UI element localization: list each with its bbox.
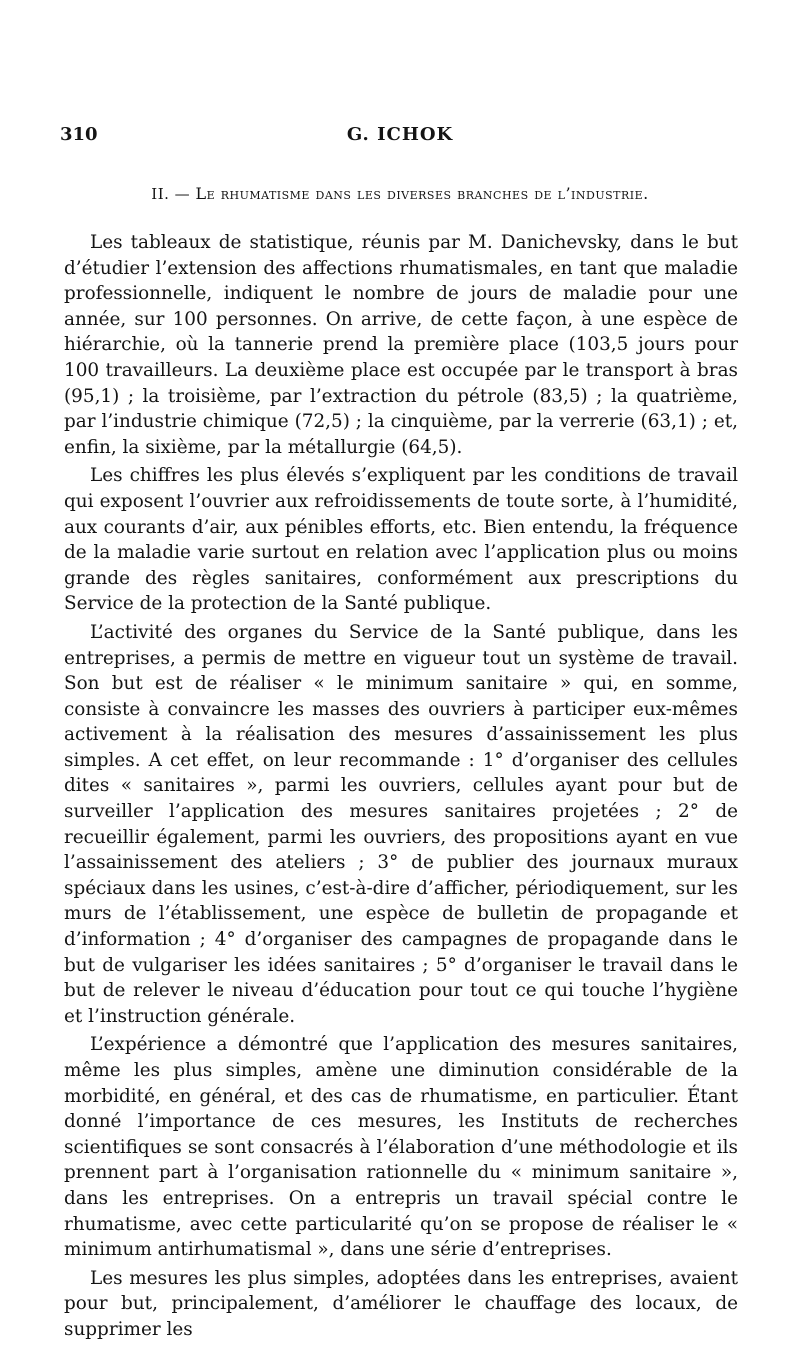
paragraph: Les chiffres les plus élevés s’expliquent par les conditions de travail qui exposent l’ouvrier aux refroidissements de toute sorte, à l’humidité, aux courants d’air, aux pénibles efforts, etc. Bien entendu, la fréquence de la maladie varie surtout en relation avec l’application plus ou moins grande des règles sanitaires, conformément aux prescriptions du Service de la protection de la Santé publique.	[64, 465, 738, 615]
section-number: II. —	[151, 185, 191, 203]
paragraph: L’expérience a démontré que l’application des mesures sanitaires, même les plus simples, amène une diminution considérable de la morbidité, en général, et des cas de rhumatisme, en particulier. Étant donné l’importance de ces mesures, les Instituts de recherches scientifiques se sont consacrés à l’élaboration d’une méthodologie et ils prennent part à l’organisation rationnelle du « minimum sanitaire », dans les entreprises. On a entrepris un travail spécial contre le rhumatisme, avec cette particularité qu’on se propose de réaliser le « minimum antirhumatismal », dans une série d’entreprises.	[64, 1034, 738, 1261]
section-heading	[60, 184, 740, 203]
body-text	[64, 230, 738, 1346]
running-header	[60, 124, 740, 154]
paragraph: Les mesures les plus simples, adoptées dans les entreprises, avaient pour but, principalement, d’améliorer le chauffage des locaux, de supprimer les	[64, 1267, 738, 1340]
running-title: G. ICHOK	[346, 124, 454, 145]
section-title: Le rhumatisme dans les diverses branches de l’industrie.	[195, 184, 649, 203]
page-number: 310	[60, 124, 98, 145]
paragraph: Les tableaux de statistique, réunis par M. Danichevsky, dans le but d’étudier l’extension des affections rhumatismales, en tant que maladie professionnelle, indiquent le nombre de jours de maladie pour une année, sur 100 personnes. On arrive, de cette façon, à une espèce de hiérarchie, où la tannerie prend la première place (103,5 jours pour 100 travailleurs. La deuxième place est occupée par le transport à bras (95,1) ; la troisième, par l’extraction du pétrole (83,5) ; la quatrième, par l’industrie chimique (72,5) ; la cinquième, par la verrerie (63,1) ; et, enfin, la sixième, par la métallurgie (64,5).	[64, 232, 738, 458]
paragraph: L’activité des organes du Service de la Santé publique, dans les entreprises, a permis de mettre en vigueur tout un système de travail. Son but est de réaliser « le minimum sanitaire » qui, en somme, consiste à convaincre les masses des ouvriers à participer eux-mêmes activement à la réalisation des mesures d’assainissement les plus simples. A cet effet, on leur recommande : 1° d’organiser des cellules dites « sanitaires », parmi les ouvriers, cellules ayant pour but de surveiller l’application des mesures sanitaires projetées ; 2° de recueillir également, parmi les ouvriers, des propositions ayant en vue l’assainissement des ateliers ; 3° de publier des journaux muraux spéciaux dans les usines, c’est-à-dire d’afficher, périodiquement, sur les murs de l’établissement, une espèce de bulletin de propagande et d’information ; 4° d’organiser des campagnes de propagande dans le but de vulgariser les idées sanitaires ; 5° d’organiser le travail dans le but de relever le niveau d’éducation pour tout ce qui touche l’hygiène et l’instruction générale.	[64, 621, 738, 1027]
